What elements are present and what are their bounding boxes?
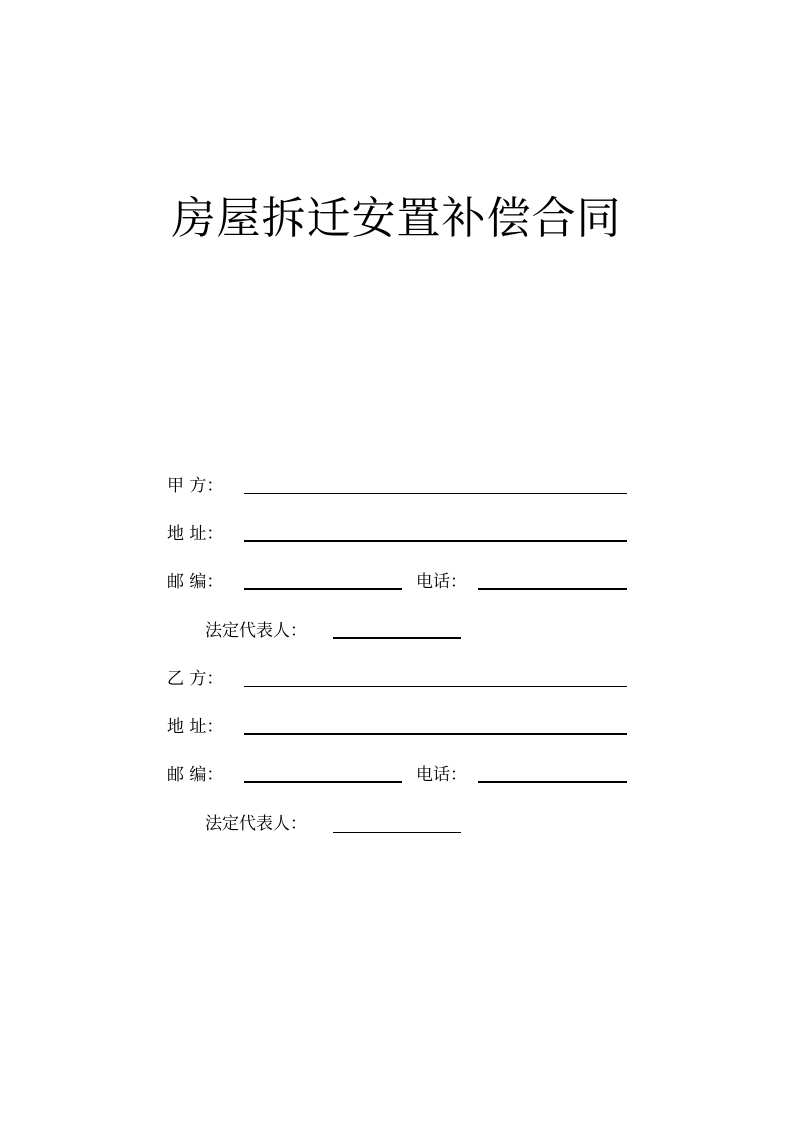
party-a-legal-rep-label: 法定代表人： bbox=[205, 621, 307, 641]
contract-title: 房屋拆迁安置补偿合同 bbox=[171, 193, 622, 244]
party-a-name-label: 甲 方： bbox=[167, 476, 224, 496]
party-b-legal-rep-label: 法定代表人： bbox=[205, 814, 307, 834]
party-a-address-label: 地 址： bbox=[167, 524, 224, 544]
party-b-phone-label: 电话： bbox=[416, 765, 467, 785]
party-a-legal-rep-field[interactable] bbox=[333, 637, 461, 639]
party-b-postcode-label: 邮 编： bbox=[167, 765, 224, 785]
party-b-address-label: 地 址： bbox=[167, 717, 224, 737]
party-a-postcode-field[interactable] bbox=[244, 588, 402, 590]
party-a-name-field[interactable] bbox=[244, 493, 627, 494]
party-a-postcode-label: 邮 编： bbox=[167, 572, 224, 592]
party-b-legal-rep-field[interactable] bbox=[333, 832, 461, 833]
party-b-address-field[interactable] bbox=[244, 733, 627, 735]
party-b-name-field[interactable] bbox=[244, 686, 627, 687]
party-a-phone-label: 电话： bbox=[416, 572, 467, 592]
party-a-address-field[interactable] bbox=[244, 540, 627, 542]
party-a-phone-field[interactable] bbox=[478, 588, 627, 590]
party-b-phone-field[interactable] bbox=[478, 781, 627, 783]
party-b-name-label: 乙 方： bbox=[167, 669, 224, 689]
party-b-postcode-field[interactable] bbox=[244, 781, 402, 783]
